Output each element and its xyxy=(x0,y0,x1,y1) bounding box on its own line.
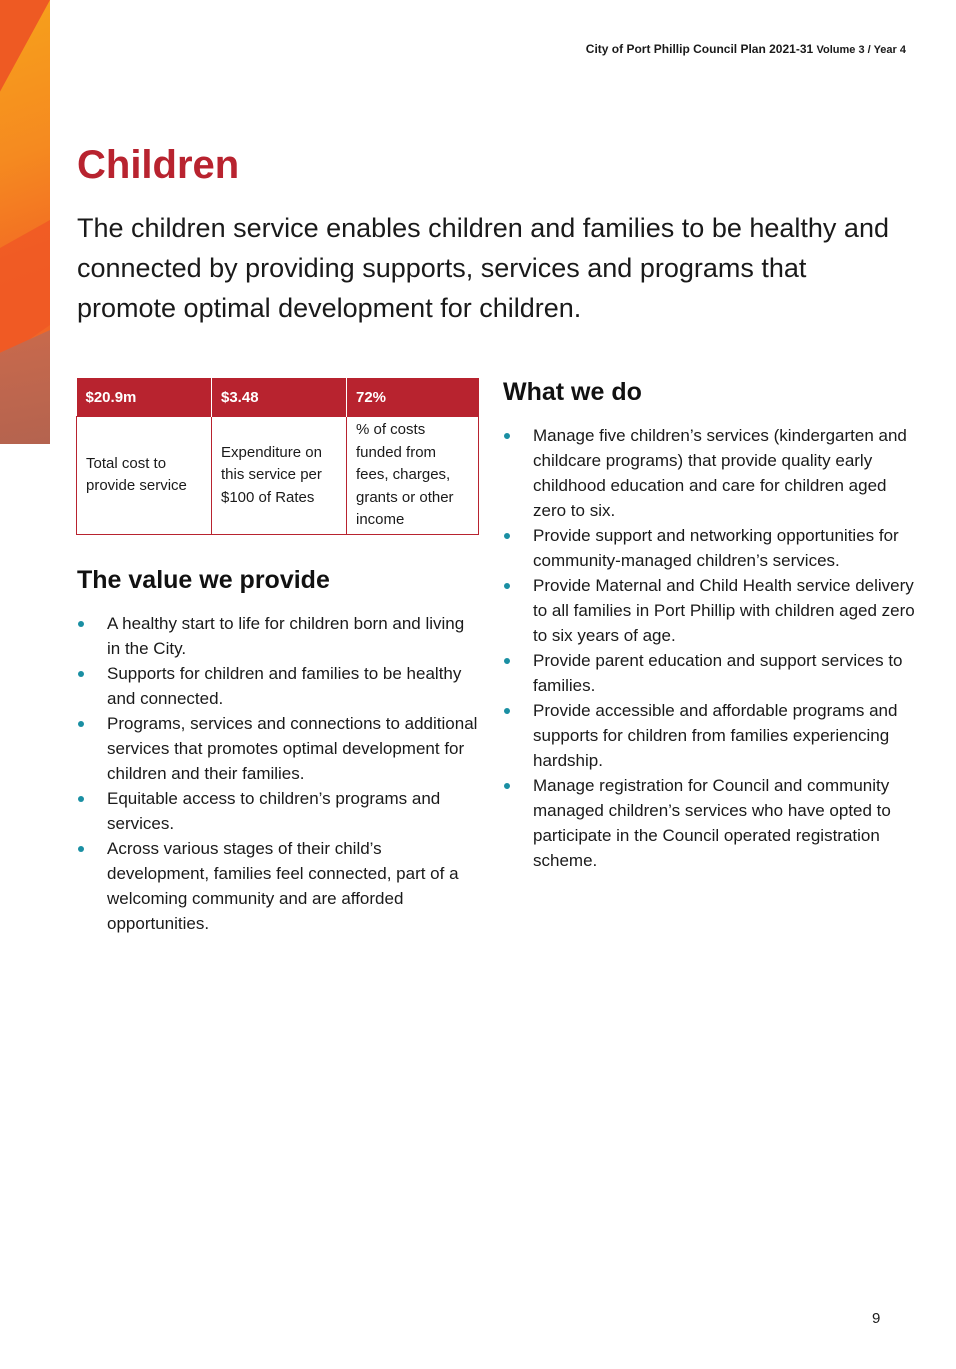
stat-funded-percent-label: % of costs funded from fees, charges, grants or other income xyxy=(347,417,479,535)
list-item-text: A healthy start to life for children born and living in the City. xyxy=(107,614,465,658)
list-item-text: Across various stages of their child’s development, families feel connected, part of a welcoming community and are afforded opportunities. xyxy=(107,839,459,933)
stats-table xyxy=(76,378,479,535)
header-volume: Volume 3 / Year 4 xyxy=(816,44,906,56)
bullet-icon xyxy=(504,658,510,664)
stat-expenditure-value: $3.48 xyxy=(212,378,347,417)
list-item-text: Manage registration for Council and community managed children’s services who have opted to participate in the Council operated registration scheme. xyxy=(533,776,891,870)
bullet-icon xyxy=(504,783,510,789)
list-item xyxy=(77,611,482,661)
list-item xyxy=(503,573,915,648)
list-item xyxy=(503,773,915,873)
what-we-do-heading: What we do xyxy=(503,378,642,406)
list-item-text: Provide accessible and affordable programs and supports for children from families experiencing hardship. xyxy=(533,701,898,770)
list-item-text: Equitable access to children’s programs and services. xyxy=(107,789,441,833)
page-number: 9 xyxy=(872,1310,881,1327)
header-doc-title: City of Port Phillip Council Plan 2021-31 xyxy=(585,42,814,56)
list-item xyxy=(77,836,482,936)
list-item-text: Programs, services and connections to additional services that promotes optimal development for children and their families. xyxy=(107,714,478,783)
bullet-icon xyxy=(78,846,84,852)
intro-paragraph: The children service enables children and families to be healthy and connected by providing supports, services and programs that promote optimal development for children. xyxy=(77,213,889,323)
list-item xyxy=(77,661,482,711)
value-heading: The value we provide xyxy=(77,566,330,594)
decorative-side-strip xyxy=(0,0,50,444)
list-item-text: Provide parent education and support services to families. xyxy=(533,651,903,695)
list-item-text: Supports for children and families to be healthy and connected. xyxy=(107,664,462,708)
list-item xyxy=(503,648,915,698)
list-item xyxy=(503,698,915,773)
stat-total-cost-label: Total cost to provide service xyxy=(77,417,212,535)
stat-total-cost-value: $20.9m xyxy=(77,378,212,417)
list-item xyxy=(77,786,482,836)
bullet-icon xyxy=(504,708,510,714)
list-item-text: Provide Maternal and Child Health service delivery to all families in Port Phillip with children aged zero to six years of age. xyxy=(533,576,915,645)
list-item-text: Provide support and networking opportunities for community-managed children’s services. xyxy=(533,526,899,570)
bullet-icon xyxy=(78,721,84,727)
stat-funded-percent-value: 72% xyxy=(347,378,479,417)
list-item xyxy=(503,423,915,523)
what-we-do-list xyxy=(503,423,915,873)
bullet-icon xyxy=(78,621,84,627)
running-header xyxy=(586,42,906,56)
value-list xyxy=(77,611,482,936)
strip-shape-top xyxy=(0,0,50,110)
bullet-icon xyxy=(78,671,84,677)
bullet-icon xyxy=(504,583,510,589)
stat-expenditure-label: Expenditure on this service per $100 of Rates xyxy=(212,417,347,535)
stats-description-row xyxy=(77,417,479,535)
list-item xyxy=(503,523,915,573)
bullet-icon xyxy=(504,433,510,439)
list-item xyxy=(77,711,482,786)
list-item-text: Manage five children’s services (kindergarten and childcare programs) that provide quality early childhood education and care for children aged zero to six. xyxy=(533,426,907,520)
bullet-icon xyxy=(504,533,510,539)
bullet-icon xyxy=(78,796,84,802)
page-title: Children xyxy=(77,143,240,187)
stats-header-row xyxy=(77,378,479,417)
